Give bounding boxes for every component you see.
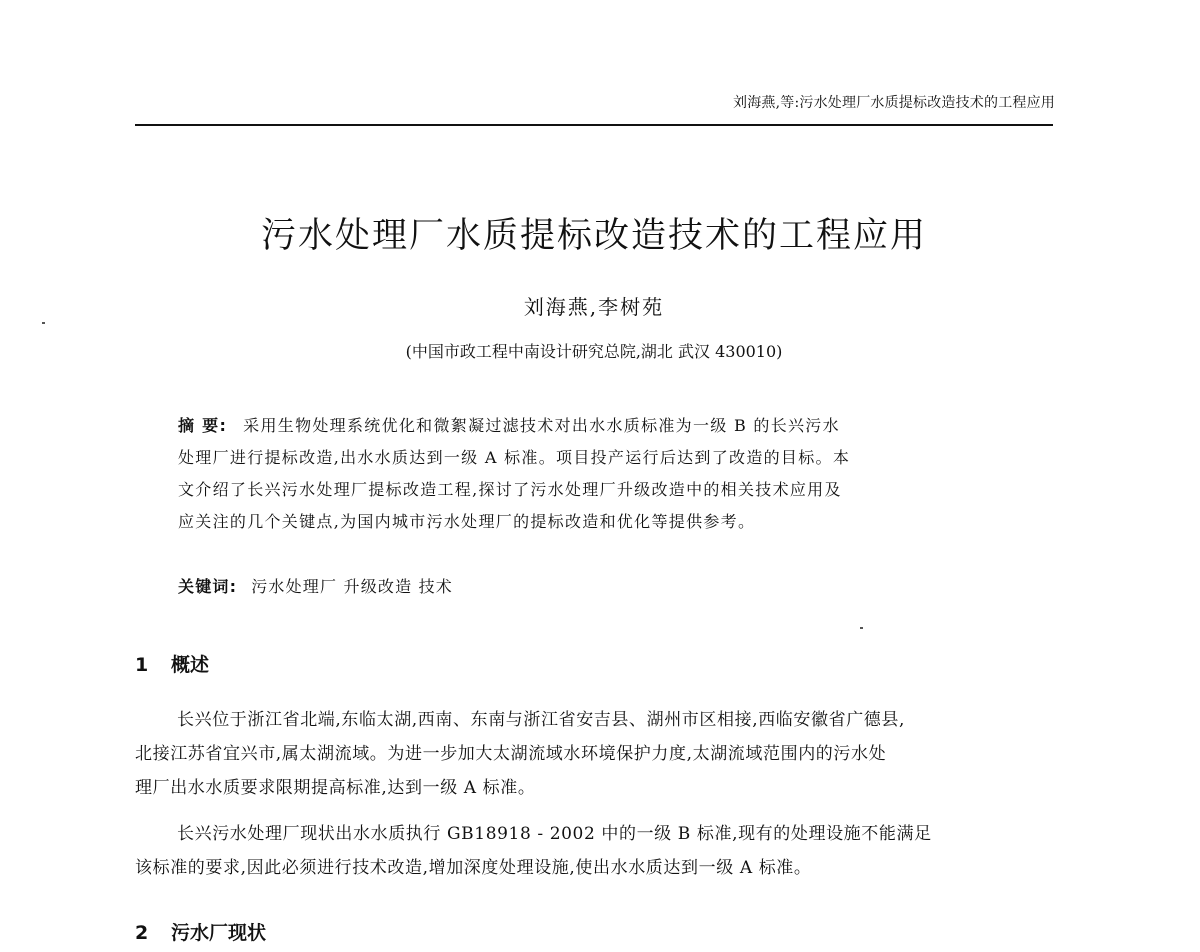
keywords bbox=[178, 574, 453, 597]
paragraph-line: 长兴位于浙江省北端,东临太湖,西南、东南与浙江省安吉县、湖州市区相接,西临安徽省广德县, bbox=[177, 710, 906, 730]
scan-speck bbox=[42, 322, 45, 324]
keywords-label: 关键词: bbox=[178, 577, 238, 596]
keywords-text: 污水处理厂 升级改造 技术 bbox=[251, 577, 453, 596]
abstract-line: 文介绍了长兴污水处理厂提标改造工程,探讨了污水处理厂升级改造中的相关技术应用及 bbox=[178, 480, 842, 499]
paragraph-line: 理厂出水水质要求限期提高标准,达到一级 A 标准。 bbox=[135, 778, 536, 798]
section-heading bbox=[135, 918, 266, 945]
paper-title: 污水处理厂水质提标改造技术的工程应用 bbox=[260, 216, 927, 256]
running-header: 刘海燕,等:污水处理厂水质提标改造技术的工程应用 bbox=[733, 95, 1055, 111]
section-heading bbox=[135, 650, 209, 677]
body-paragraph bbox=[135, 703, 1053, 805]
paragraph-line: 北接江苏省宜兴市,属太湖流域。为进一步加大太湖流域水环境保护力度,太湖流域范围内的污水处 bbox=[135, 744, 887, 764]
section-title: 污水厂现状 bbox=[171, 922, 267, 944]
paragraph-line: 该标准的要求,因此必须进行技术改造,增加深度处理设施,使出水水质达到一级 A 标准。 bbox=[135, 858, 812, 878]
body-paragraph bbox=[135, 817, 1053, 885]
abstract-line: 处理厂进行提标改造,出水水质达到一级 A 标准。项目投产运行后达到了改造的目标。本 bbox=[178, 448, 851, 467]
section-number: 1 bbox=[135, 654, 149, 676]
section-title: 概述 bbox=[171, 654, 210, 676]
affiliation: (中国市政工程中南设计研究总院,湖北 武汉 430010) bbox=[405, 342, 783, 361]
header-rule bbox=[135, 124, 1053, 126]
abstract-line bbox=[178, 410, 1013, 442]
abstract-line: 应关注的几个关键点,为国内城市污水处理厂的提标改造和优化等提供参考。 bbox=[178, 512, 756, 531]
section-number: 2 bbox=[135, 922, 149, 944]
authors: 刘海燕,李树苑 bbox=[523, 295, 665, 319]
abstract-text: 采用生物处理系统优化和微絮凝过滤技术对出水水质标准为一级 B 的长兴污水 bbox=[243, 416, 840, 435]
scan-speck bbox=[860, 627, 863, 629]
abstract bbox=[178, 410, 1013, 538]
paragraph-line: 长兴污水处理厂现状出水水质执行 GB18918 - 2002 中的一级 B 标准,现有的处理设施不能满足 bbox=[177, 824, 932, 844]
abstract-label: 摘 要: bbox=[178, 416, 228, 435]
